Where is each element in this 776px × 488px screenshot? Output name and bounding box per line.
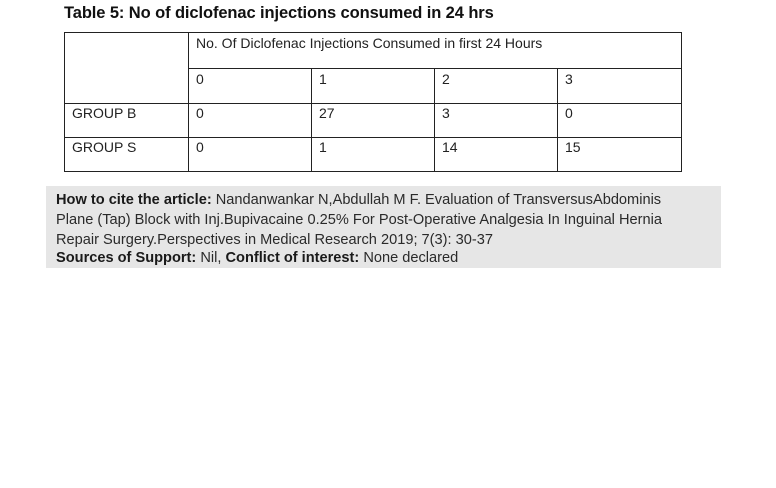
table-cell: 15 xyxy=(558,138,682,172)
citation-box xyxy=(46,186,721,268)
table-cell: 1 xyxy=(312,138,435,172)
header-span-label: No. Of Diclofenac Injections Consumed in first 24 Hours xyxy=(189,33,682,69)
table-row xyxy=(65,104,682,138)
table-cell: 27 xyxy=(312,104,435,138)
citation-label: How to cite the article: xyxy=(56,192,212,208)
conflict-value: None declared xyxy=(363,250,459,266)
citation-line-1 xyxy=(56,190,715,210)
table-cell: 0 xyxy=(189,104,312,138)
table-cell: 3 xyxy=(435,104,558,138)
group-label-cell: GROUP S xyxy=(65,138,189,172)
subheader-cell: 2 xyxy=(435,69,558,104)
subheader-cell: 1 xyxy=(312,69,435,104)
table-title: Table 5: No of diclofenac injections consumed in 24 hrs xyxy=(64,4,494,22)
diclofenac-table xyxy=(64,32,682,172)
group-label-cell: GROUP B xyxy=(65,104,189,138)
support-line xyxy=(56,250,715,267)
support-value: Nil, xyxy=(200,250,222,266)
citation-line-3: Repair Surgery.Perspectives in Medical Research 2019; 7(3): 30-37 xyxy=(56,232,493,248)
citation-text: Nandanwankar N,Abdullah M F. Evaluation of TransversusAbdominis xyxy=(215,192,662,208)
table-cell: 0 xyxy=(189,138,312,172)
conflict-label: Conflict of interest: xyxy=(225,250,360,266)
table-row xyxy=(65,138,682,172)
table-header-row xyxy=(65,33,682,69)
table-cell: 0 xyxy=(558,104,682,138)
citation-line-2: Plane (Tap) Block with Inj.Bupivacaine 0.25% For Post-Operative Analgesia In Inguinal Hernia xyxy=(56,212,662,228)
header-corner-cell xyxy=(65,33,189,104)
subheader-cell: 3 xyxy=(558,69,682,104)
support-label: Sources of Support: xyxy=(56,250,197,266)
table-cell: 14 xyxy=(435,138,558,172)
subheader-cell: 0 xyxy=(189,69,312,104)
